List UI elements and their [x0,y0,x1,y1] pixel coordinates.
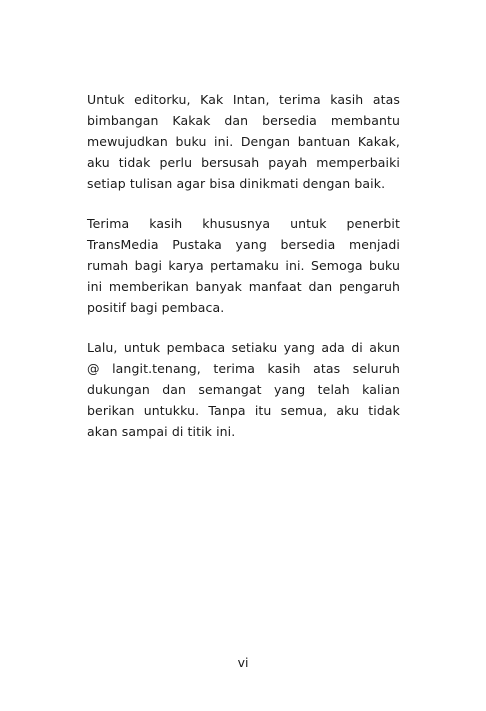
page-body [87,89,400,442]
paragraph-readers-thanks: Lalu, untuk pembaca setiaku yang ada di akun @ langit.tenang, terima kasih atas seluruh dukungan dan semangat yang telah kalian berikan untukku. Tanpa itu semua, aku tidak akan sampai di titik ini. [87,340,400,439]
paragraph-editor-thanks: Untuk editorku, Kak Intan, terima kasih atas bimbangan Kakak dan bersedia membantu mewujudkan buku ini. Dengan bantuan Kakak, aku tidak perlu bersusah payah memperbaiki setiap tulisan agar bisa dinikmati dengan baik. [87,92,400,191]
page-number: vi [237,655,249,670]
paragraph-publisher-thanks: Terima kasih khususnya untuk penerbit TransMedia Pustaka yang bersedia menjadi rumah bagi karya pertamaku ini. Semoga buku ini memberikan banyak manfaat dan pengaruh positif bagi pembaca. [87,216,400,315]
